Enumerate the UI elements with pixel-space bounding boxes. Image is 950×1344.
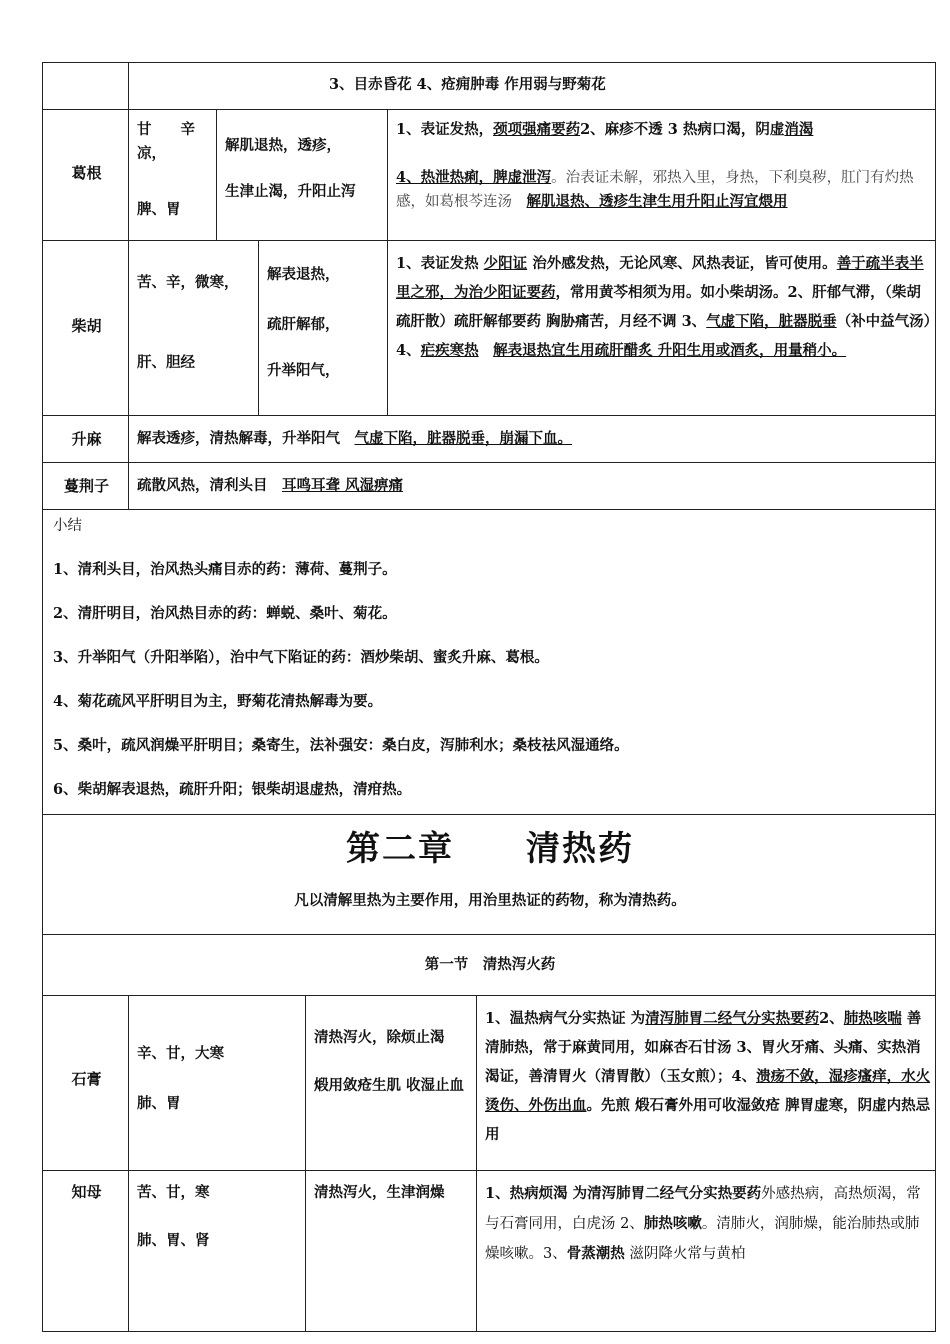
text: 2、 [819, 1010, 844, 1027]
summary-title: 小结 [53, 518, 82, 534]
text: 溃疡不敛，湿疹瘙痒，水火烫伤、外伤出血 [485, 1068, 931, 1114]
text: （补中益气汤）4、 [396, 313, 931, 359]
chaihu-effect3: 升举阳气， [267, 362, 340, 379]
nature-cell [128, 1170, 306, 1332]
herb-name-gegen: 葛根 [71, 164, 102, 182]
herb-name-cell [42, 1170, 129, 1332]
effect-cell [305, 995, 477, 1171]
text: 1、热病烦渴 为清泻肺胃二经气分实热要药 [485, 1185, 762, 1202]
gegen-app-p2 [396, 166, 931, 214]
section-title: 第一节 清热泻火药 [424, 956, 556, 973]
herb-name-cell [42, 995, 129, 1171]
application-cell [476, 995, 936, 1171]
nature-cell [128, 240, 259, 416]
text: ，常用黄芩相须为用。如小柴胡汤。2、肝郁气滞，（柴胡疏肝散）疏肝解郁要药 胸胁痛苦，月经不调 3、 [396, 284, 921, 330]
chaihu-app [396, 249, 931, 365]
text: 气虚下陷，脏器脱垂 [706, 313, 837, 330]
zhimu-meridian: 肺、胃、肾 [137, 1232, 210, 1249]
text: 1、表证发热， [396, 121, 494, 138]
gegen-meridian: 脾、胃 [137, 201, 181, 218]
text: 气虚下陷，脏器脱垂，崩漏下血。 [354, 430, 572, 447]
herb-name-shigao: 石膏 [71, 1070, 102, 1088]
text: 。治表证未解，邪热入里，身热，下利臭秽，肛门有灼热感，如葛根芩连汤 [396, 170, 914, 210]
zhimu-app [485, 1179, 931, 1269]
text: 肺热咳嗽 [643, 1215, 702, 1232]
text: 滋阴降火常与黄柏 [624, 1246, 746, 1262]
summary-item: 3、升举阳气（升阳举陷），治中气下陷证的药：酒炒柴胡、蜜炙升麻、葛根。 [53, 649, 549, 666]
text: 清泻肺胃二经气分实热要药 [645, 1010, 820, 1027]
text: 骨蒸潮热 [566, 1245, 625, 1262]
herb-name-chaihu: 柴胡 [71, 317, 102, 335]
nature-cell [128, 995, 306, 1171]
manjingzi-content-cell [128, 462, 936, 510]
herb-name-cell [42, 415, 129, 463]
cell-top-row [128, 62, 936, 110]
herb-name-cell [42, 109, 129, 241]
chapter-header [42, 814, 936, 935]
chapter-intro: 凡以清解里热为主要作用，用治里热证的药物，称为清热药。 [294, 892, 686, 909]
top-row-text: 3、目赤昏花 4、疮痈肿毒 作用弱与野菊花 [329, 76, 606, 93]
section-header [42, 934, 936, 996]
text: 耳鸣耳聋 风湿痹痛 [282, 477, 404, 494]
text: 1、表证发热 [396, 255, 484, 272]
text: 治外感发热，无论风寒、风热表证，皆可使用。 [527, 255, 837, 272]
summary-item: 5、桑叶，疏风润燥平肝明目；桑寄生，法补强安：桑白皮，泻肺利水；桑枝祛风湿通络。 [53, 737, 629, 754]
herb-name-zhimu: 知母 [71, 1183, 102, 1201]
text: 疏散风热，清利头目 [137, 477, 282, 494]
text: 善于疏半表半里之邪，为治少阳证要药 [396, 255, 924, 301]
shengma-content-cell [128, 415, 936, 463]
chaihu-nature: 苦、辛，微寒， [137, 274, 239, 291]
summary-item: 1、清利头目，治风热头痛目赤的药：薄荷、蔓荆子。 [53, 561, 397, 578]
shigao-effect1: 清热泻火，除烦止渴 [314, 1029, 445, 1046]
effect-cell [305, 1170, 477, 1332]
gegen-app-p1 [396, 118, 931, 142]
nature-cell [128, 109, 217, 241]
text: 解肌退热、透疹生津生用升阳止泻宜煨用 [526, 193, 788, 210]
text [479, 342, 494, 359]
chaihu-meridian: 肝、胆经 [137, 354, 195, 371]
shigao-effect2: 煅用敛疮生肌 收湿止血 [314, 1077, 465, 1094]
text: 。清肺火，润肺燥，能治肺热或肺燥咳嗽。3、 [485, 1216, 920, 1262]
text: 消渴 [784, 121, 814, 138]
summary-item: 4、菊花疏风平肝明目为主，野菊花清热解毒为要。 [53, 693, 383, 710]
chaihu-effect2: 疏肝解郁， [267, 316, 340, 333]
summary-item: 2、清肝明目，治风热目赤的药：蝉蜕、桑叶、菊花。 [53, 605, 397, 622]
application-cell [476, 1170, 936, 1332]
effect-cell [258, 240, 388, 416]
effect-cell [216, 109, 388, 241]
shigao-app [485, 1004, 931, 1149]
gegen-effect2: 生津止渴，升阳止泻 [225, 183, 356, 200]
text: 肺热咳喘 [843, 1010, 902, 1027]
chapter-title: 第二章 清热药 [346, 829, 634, 869]
text: 1、温热病气分实热证 为 [485, 1010, 646, 1027]
herb-name-cell [42, 462, 129, 510]
text: 。先煎 煅石膏外用可收湿敛疮 脾胃虚寒，阴虚内热忌用 [485, 1097, 931, 1143]
gegen-effect1: 解肌退热，透疹， [225, 137, 341, 154]
herb-name-shengma: 升麻 [71, 430, 102, 448]
application-cell [387, 109, 936, 241]
text: 疟疾寒热 [420, 342, 479, 359]
cell-empty [42, 62, 129, 110]
zhimu-effect: 清热泻火，生津润燥 [314, 1184, 445, 1201]
gegen-nature: 甘 辛凉， [137, 121, 195, 162]
shigao-nature: 辛、甘，大寒 [137, 1045, 224, 1062]
zhimu-nature: 苦、甘，寒 [137, 1184, 210, 1201]
summary-section [42, 509, 936, 815]
shengma-text [137, 427, 572, 451]
text: 善清肺热，常于麻黄同用，如麻杏石甘汤 3、胃火牙痛、头痛、实热消渴证，善清胃火（清胃散）（玉女煎）；4、 [485, 1010, 922, 1085]
text: 解表退热宜生用疏肝醋炙 升阳生用或酒炙，用量稍小。 [493, 342, 847, 359]
text: 4、热泄热痢，脾虚泄泻 [396, 169, 552, 186]
application-cell [387, 240, 936, 416]
herb-name-cell [42, 240, 129, 416]
herb-name-manjingzi: 蔓荆子 [63, 477, 109, 495]
chaihu-effect1: 解表退热， [267, 266, 340, 283]
shigao-meridian: 肺、胃 [137, 1095, 181, 1112]
text: 外感热病，高热烦渴，常与石膏同用，白虎汤 2、 [485, 1186, 921, 1232]
text: 少阳证 [483, 255, 528, 272]
summary-item: 6、柴胡解表退热，疏肝升阳；银柴胡退虚热，清疳热。 [53, 781, 412, 798]
text: 2、麻疹不透 3 热病口渴，阴虚 [580, 121, 785, 138]
text: 解表透疹，清热解毒，升举阳气 [137, 430, 355, 447]
text: 颈项强痛要药 [493, 121, 581, 138]
manjingzi-text [137, 474, 403, 498]
